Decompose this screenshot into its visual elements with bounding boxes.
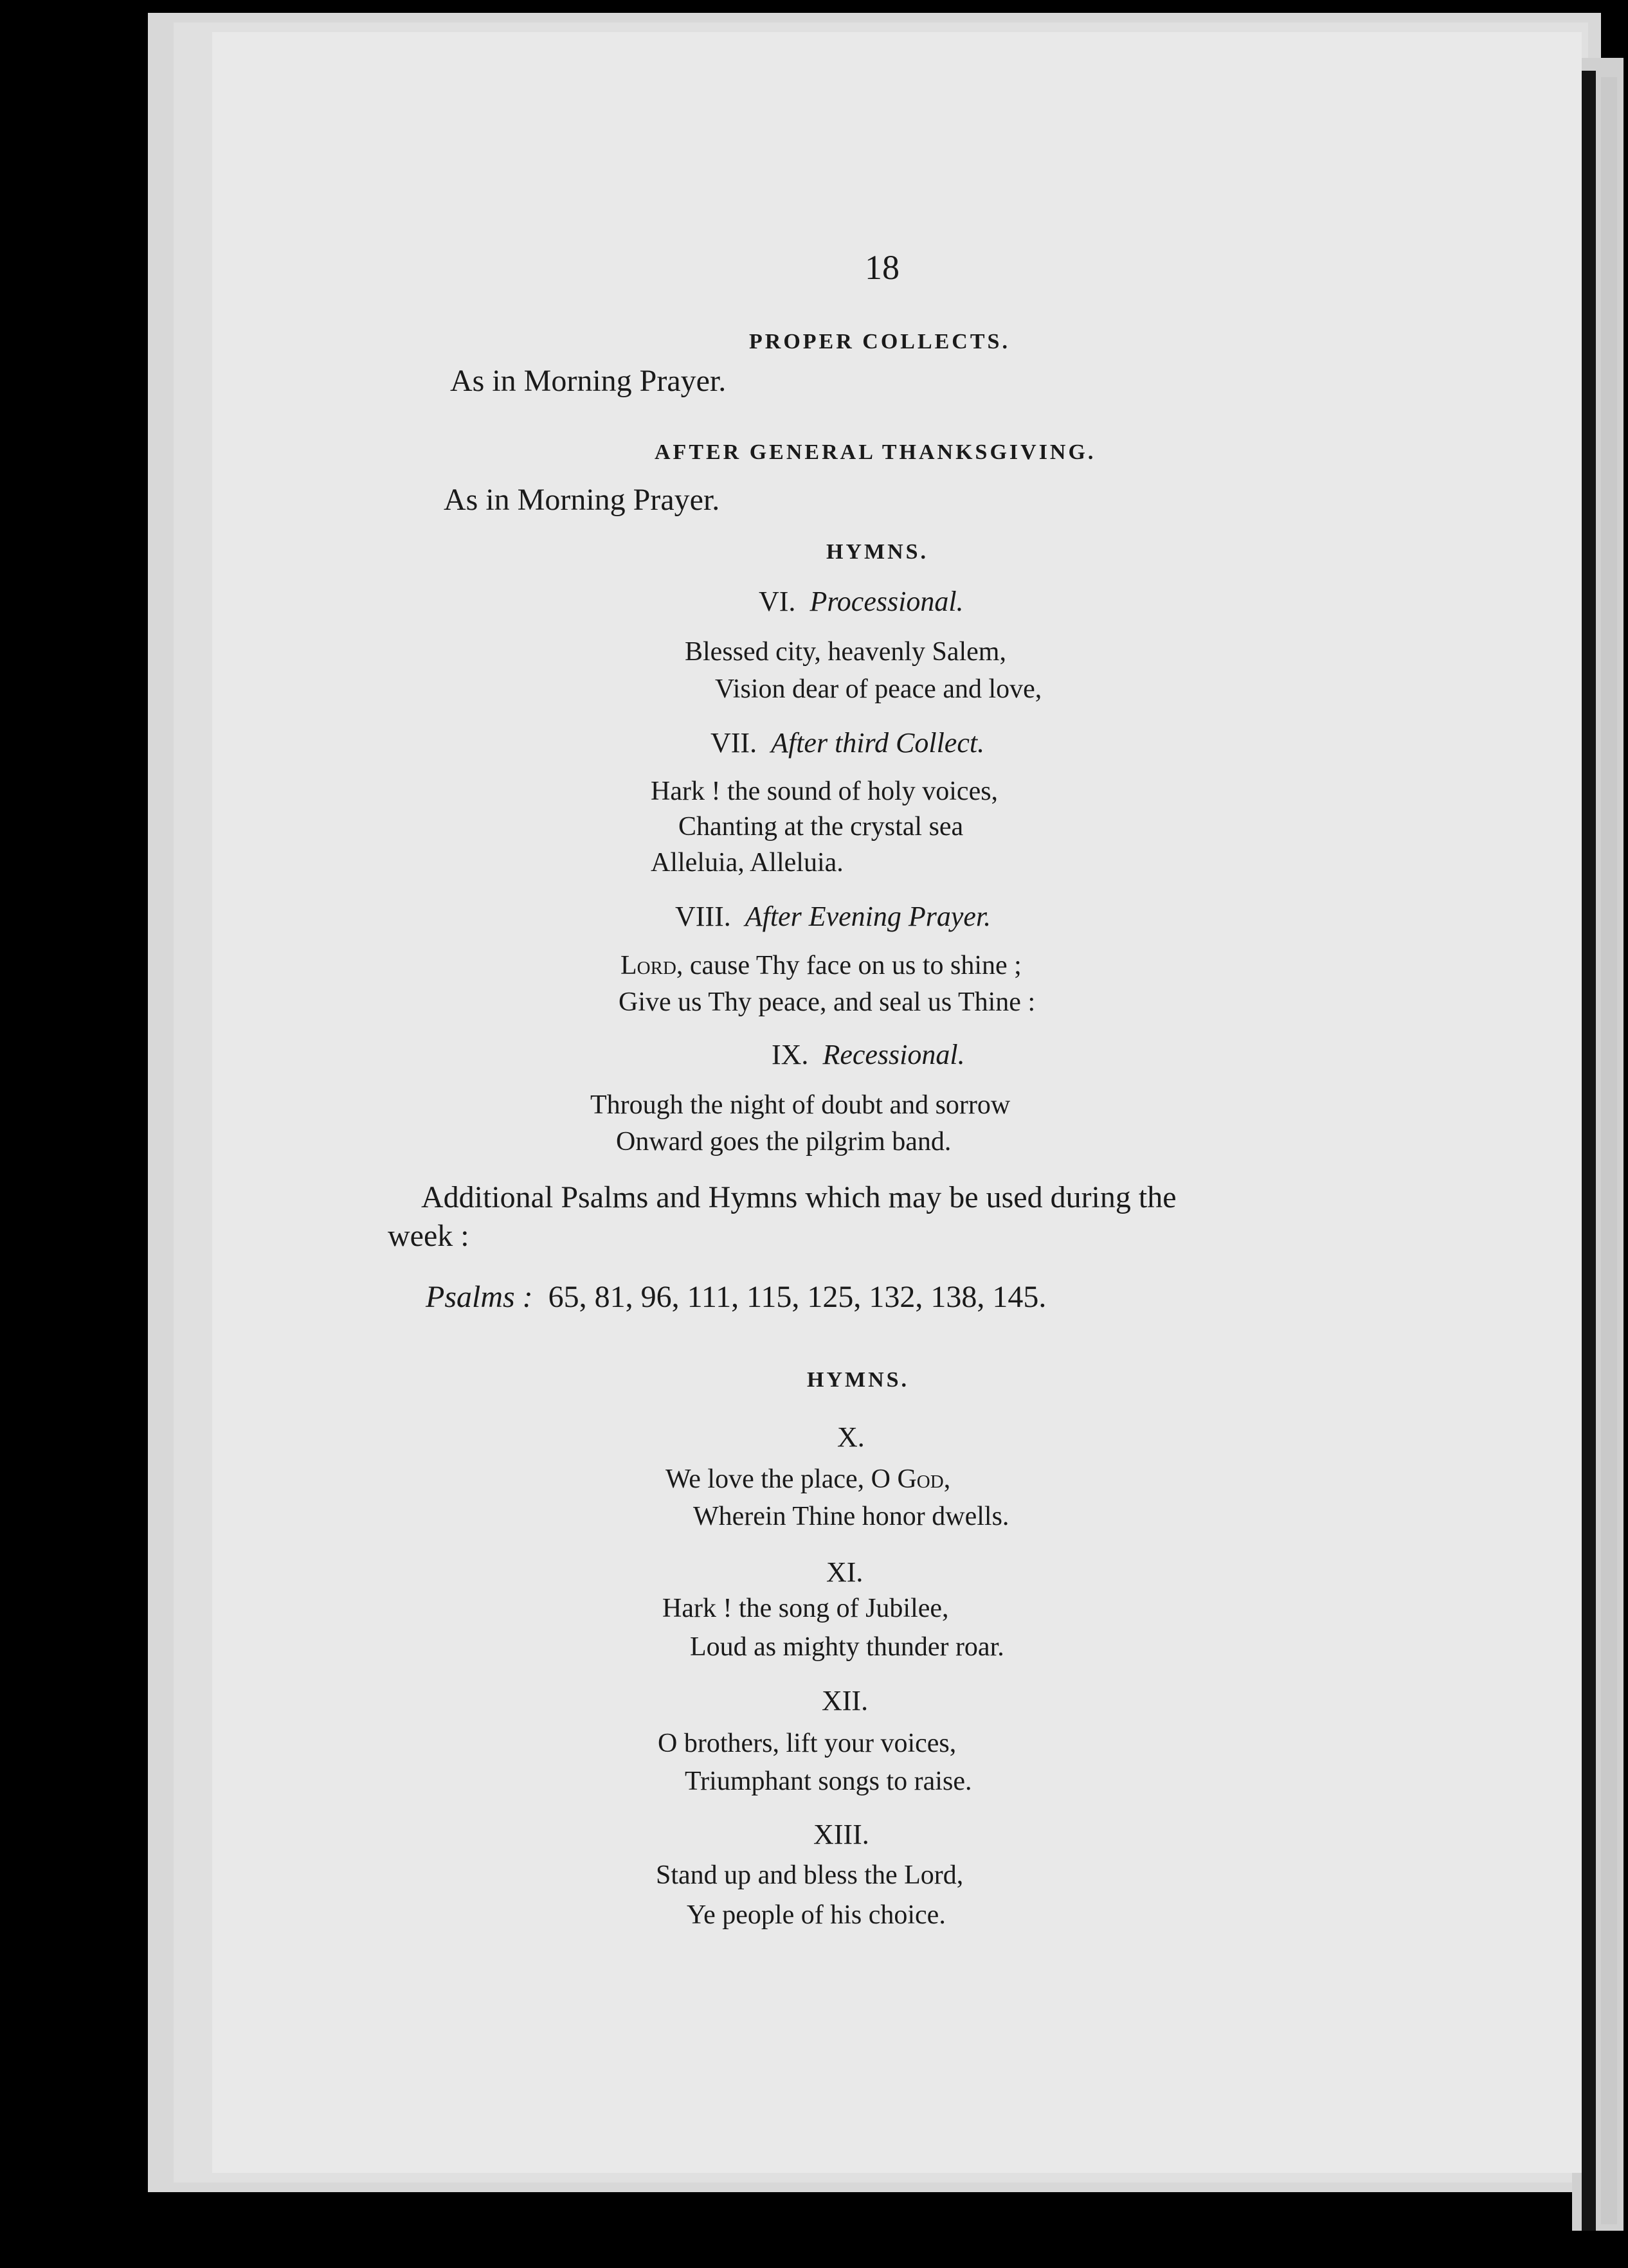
hymn-line: Lord, cause Thy face on us to shine ; — [620, 951, 1022, 980]
after-thanksgiving-heading: AFTER GENERAL THANKSGIVING. — [655, 440, 1096, 464]
hymn-line: Hark ! the song of Jubilee, — [662, 1594, 949, 1623]
hymn-line: O brothers, lift your voices, — [658, 1729, 957, 1758]
hymn-line: Through the night of doubt and sorrow — [590, 1090, 1011, 1120]
hymn-line: Onward goes the pilgrim band. — [616, 1127, 952, 1156]
page-number: 18 — [865, 248, 900, 287]
proper-collects-text: As in Morning Prayer. — [450, 364, 727, 398]
hymn-line: Loud as mighty thunder roar. — [690, 1632, 1004, 1662]
hymn-number: XIII. — [813, 1819, 869, 1850]
hymn-line: Vision dear of peace and love, — [715, 674, 1042, 704]
psalms-line: Psalms : 65, 81, 96, 111, 115, 125, 132, 138, 145. — [426, 1280, 1047, 1314]
hymn-line: Blessed city, heavenly Salem, — [685, 637, 1006, 667]
hymn-line: Ye people of his choice. — [687, 1900, 946, 1930]
hymn-line: Give us Thy peace, and seal us Thine : — [619, 987, 1036, 1017]
hymn-line: Hark ! the sound of holy voices, — [651, 777, 999, 806]
hymn-number: XI. — [826, 1556, 864, 1588]
additional-line-2: week : — [388, 1219, 469, 1253]
hymn-line: Wherein Thine honor dwells. — [693, 1502, 1009, 1531]
hymn-line: Triumphant songs to raise. — [685, 1767, 972, 1796]
lord-smallcaps: Lord — [620, 951, 676, 980]
hymn-number: VII. After third Collect. — [710, 727, 985, 759]
hymn-number: X. — [837, 1421, 865, 1453]
hymns2-heading: HYMNS. — [807, 1368, 910, 1392]
hymn-line: Alleluia, Alleluia. — [651, 848, 844, 878]
hymn-line: Stand up and bless the Lord, — [656, 1860, 964, 1890]
hymn-number: IX. Recessional. — [772, 1039, 965, 1070]
additional-line-1: Additional Psalms and Hymns which may be used during the — [421, 1180, 1177, 1214]
hymn-line: Chanting at the crystal sea — [678, 812, 964, 842]
hymn-number: VIII. After Evening Prayer. — [675, 901, 991, 932]
god-smallcaps: God — [897, 1464, 944, 1494]
proper-collects-heading: PROPER COLLECTS. — [749, 330, 1010, 354]
hymn-line: We love the place, O God, — [665, 1464, 951, 1494]
hymn-number: XII. — [822, 1685, 869, 1716]
page-edge — [1601, 77, 1617, 2224]
binding-shadow — [1582, 71, 1596, 2231]
after-thanksgiving-text: As in Morning Prayer. — [444, 483, 720, 517]
hymns-heading: HYMNS. — [826, 540, 929, 564]
hymn-number: VI. Processional. — [759, 586, 964, 617]
